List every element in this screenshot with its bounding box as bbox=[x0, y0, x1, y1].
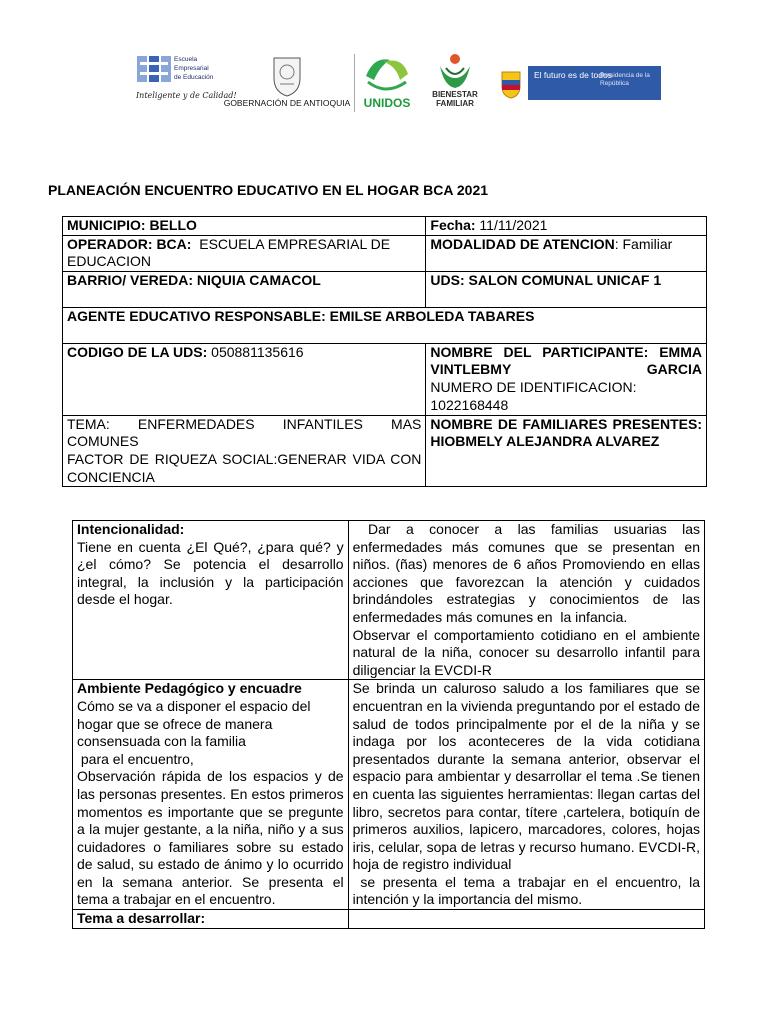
participante-cell bbox=[426, 343, 707, 415]
barrio-cell bbox=[63, 271, 426, 307]
ambiente-title: Ambiente Pedagógico y encuadre bbox=[77, 680, 302, 697]
operador-cell bbox=[63, 235, 426, 271]
agente-cell bbox=[63, 307, 707, 343]
familiares: NOMBRE DE FAMILIARES PRESENTES: HIOBMELY ALEJANDRA ALVAREZ bbox=[430, 415, 702, 450]
table-row bbox=[63, 235, 707, 271]
table-row bbox=[63, 307, 707, 343]
plan-table bbox=[72, 520, 705, 929]
familiares-cell bbox=[426, 415, 707, 486]
codigo-value: 050881135616 bbox=[207, 343, 304, 360]
bienestar-text: BIENESTAR FAMILIAR bbox=[432, 90, 478, 108]
intencionalidad-response-1: Dar a conocer a las familias usuarias las enfermedades más comunes que se presentan en niños. (ñas) menores de 6 años Promoviendo en ellas acciones que favorezcan la atención y cuidados brindándoles estrategias y conocimientos de las enfermedades más comunes en la infancia. bbox=[352, 521, 704, 625]
ambiente-text-1: Cómo se va a disponer el espacio del hogar que se ofrece de manera consensuada con la familia bbox=[77, 697, 311, 750]
ebe-line-2: Empresarial bbox=[174, 65, 209, 72]
ambiente-response-cell bbox=[348, 680, 704, 910]
bienestar-familiar-logo bbox=[430, 50, 480, 114]
ambiente-text-3: Observación rápida de los espacios y de las personas presentes. En estos primeros momentos es importante que se pregunte a la mujer gestante, a la niña, niño y a sus cuidadores o familiares sobre su estado de salud, su estado de ánimo y lo ocurrido en la semana anterior. Se presenta el tema a trabajar en el encuentro. bbox=[77, 768, 344, 908]
unidos-text: UNIDOS bbox=[363, 96, 411, 110]
factor: FACTOR DE RIQUEZA SOCIAL:GENERAR VIDA CON CONCIENCIA bbox=[67, 450, 422, 485]
logos-header bbox=[0, 44, 768, 120]
codigo-cell bbox=[63, 343, 426, 415]
antioquia-shield-icon bbox=[222, 54, 352, 98]
uds: UDS: SALON COMUNAL UNICAF 1 bbox=[430, 271, 662, 288]
bienestar-hands-icon bbox=[430, 50, 480, 90]
futuro-text: El futuro es de todos bbox=[534, 70, 612, 80]
gobernacion-antioquia-logo bbox=[222, 54, 352, 112]
intencionalidad-text: Tiene en cuenta ¿El Qué?, ¿para qué? y ¿el cómo? Se potencia el desarrollo integral, la inclusión y la participación desde el hogar. bbox=[77, 538, 344, 608]
tema-cell bbox=[63, 415, 426, 486]
operador-value: ESCUELA EMPRESARIAL DE EDUCACION bbox=[67, 235, 395, 270]
ebe-line-3: de Educación bbox=[174, 74, 214, 81]
presidencia-logo bbox=[498, 66, 661, 100]
identificacion-label: NUMERO DE IDENTIFICACION: bbox=[430, 378, 637, 395]
ambiente-response-1: Se brinda un caluroso saludo a los familiares que se encuentran en la vivienda preguntando por el estado de salud de todos principalmente por el de la niña y se indaga por los aconteceres de la vida cotidiana presentados durante la semana anterior, observar el espacio para ambientar y desarrollar el tema .Se tienen en cuenta las siguientes herramientas: llegan cartas del libro, secretos para contar, títere ,cartelera, botiquín de primeros auxilios, lapicero, marcadores, colores, hojas iris, celular, sopa de letras y recurso humano. EVCDI-R, hoja de registro individual bbox=[352, 680, 700, 873]
ambiente-text-2: para el encuentro, bbox=[77, 750, 194, 767]
ebe-line-1: Escuela bbox=[174, 56, 198, 63]
presidencia-text: Presidencia de la República bbox=[600, 72, 650, 87]
fecha-label: Fecha: bbox=[430, 217, 476, 233]
fecha-cell bbox=[426, 217, 707, 236]
tema-desarrollar-response-cell bbox=[348, 910, 704, 929]
ebe-emblem-icon bbox=[136, 52, 218, 88]
escuela-empresarial-logo bbox=[136, 52, 218, 88]
ebe-tagline: Inteligente y de Calidad! bbox=[136, 91, 237, 100]
ambiente-response-2: se presenta el tema a trabajar en el encuentro, la intención y la importancia del mismo. bbox=[352, 873, 704, 908]
operador-label: OPERADOR: BCA: bbox=[67, 235, 192, 252]
futuro-banner bbox=[528, 66, 661, 100]
tema: TEMA: ENFERMEDADES INFANTILES MAS COMUNES bbox=[67, 415, 422, 450]
uds-cell bbox=[426, 271, 707, 307]
modalidad-value: : Familiar bbox=[614, 235, 673, 252]
participante: NOMBRE DEL PARTICIPANTE: EMMA VINTLEBMY GARCIA bbox=[430, 343, 702, 378]
info-table bbox=[62, 216, 707, 487]
modalidad-cell bbox=[426, 235, 707, 271]
tema-desarrollar-cell bbox=[73, 910, 349, 929]
unidos-leaves-icon bbox=[360, 52, 414, 96]
table-row bbox=[63, 271, 707, 307]
logo-divider bbox=[354, 54, 355, 112]
municipio: MUNICIPIO: BELLO bbox=[67, 217, 197, 233]
table-row bbox=[73, 521, 705, 680]
page-title: PLANEACIÓN ENCUENTRO EDUCATIVO EN EL HOGAR BCA 2021 bbox=[48, 182, 489, 198]
ambiente-cell bbox=[73, 680, 349, 910]
barrio: BARRIO/ VEREDA: NIQUIA CAMACOL bbox=[67, 271, 321, 288]
table-row bbox=[63, 217, 707, 236]
table-row bbox=[63, 415, 707, 486]
tema-desarrollar-title: Tema a desarrollar: bbox=[77, 910, 206, 927]
gobernacion-text: GOBERNACIÓN DE ANTIOQUIA bbox=[223, 98, 351, 108]
intencionalidad-cell bbox=[73, 521, 349, 680]
unidos-logo bbox=[360, 52, 414, 114]
modalidad-label: MODALIDAD DE ATENCION bbox=[430, 235, 615, 252]
intencionalidad-response-cell bbox=[348, 521, 704, 680]
table-row bbox=[63, 343, 707, 415]
intencionalidad-title: Intencionalidad: bbox=[77, 521, 185, 537]
intencionalidad-response-2: Observar el comportamiento cotidiano en el ambiente natural de la niña, conocer su desarrollo infantil para diligenciar la EVCDI-R bbox=[352, 626, 700, 678]
table-row bbox=[73, 680, 705, 910]
codigo-label: CODIGO DE LA UDS: bbox=[67, 343, 208, 360]
colombia-coat-of-arms-icon bbox=[498, 66, 524, 100]
agente: AGENTE EDUCATIVO RESPONSABLE: EMILSE ARBOLEDA TABARES bbox=[67, 307, 535, 324]
municipio-cell bbox=[63, 217, 426, 236]
fecha-value: 11/11/2021 bbox=[475, 217, 548, 233]
identificacion-value: 1022168448 bbox=[430, 396, 509, 413]
table-row bbox=[73, 910, 705, 929]
